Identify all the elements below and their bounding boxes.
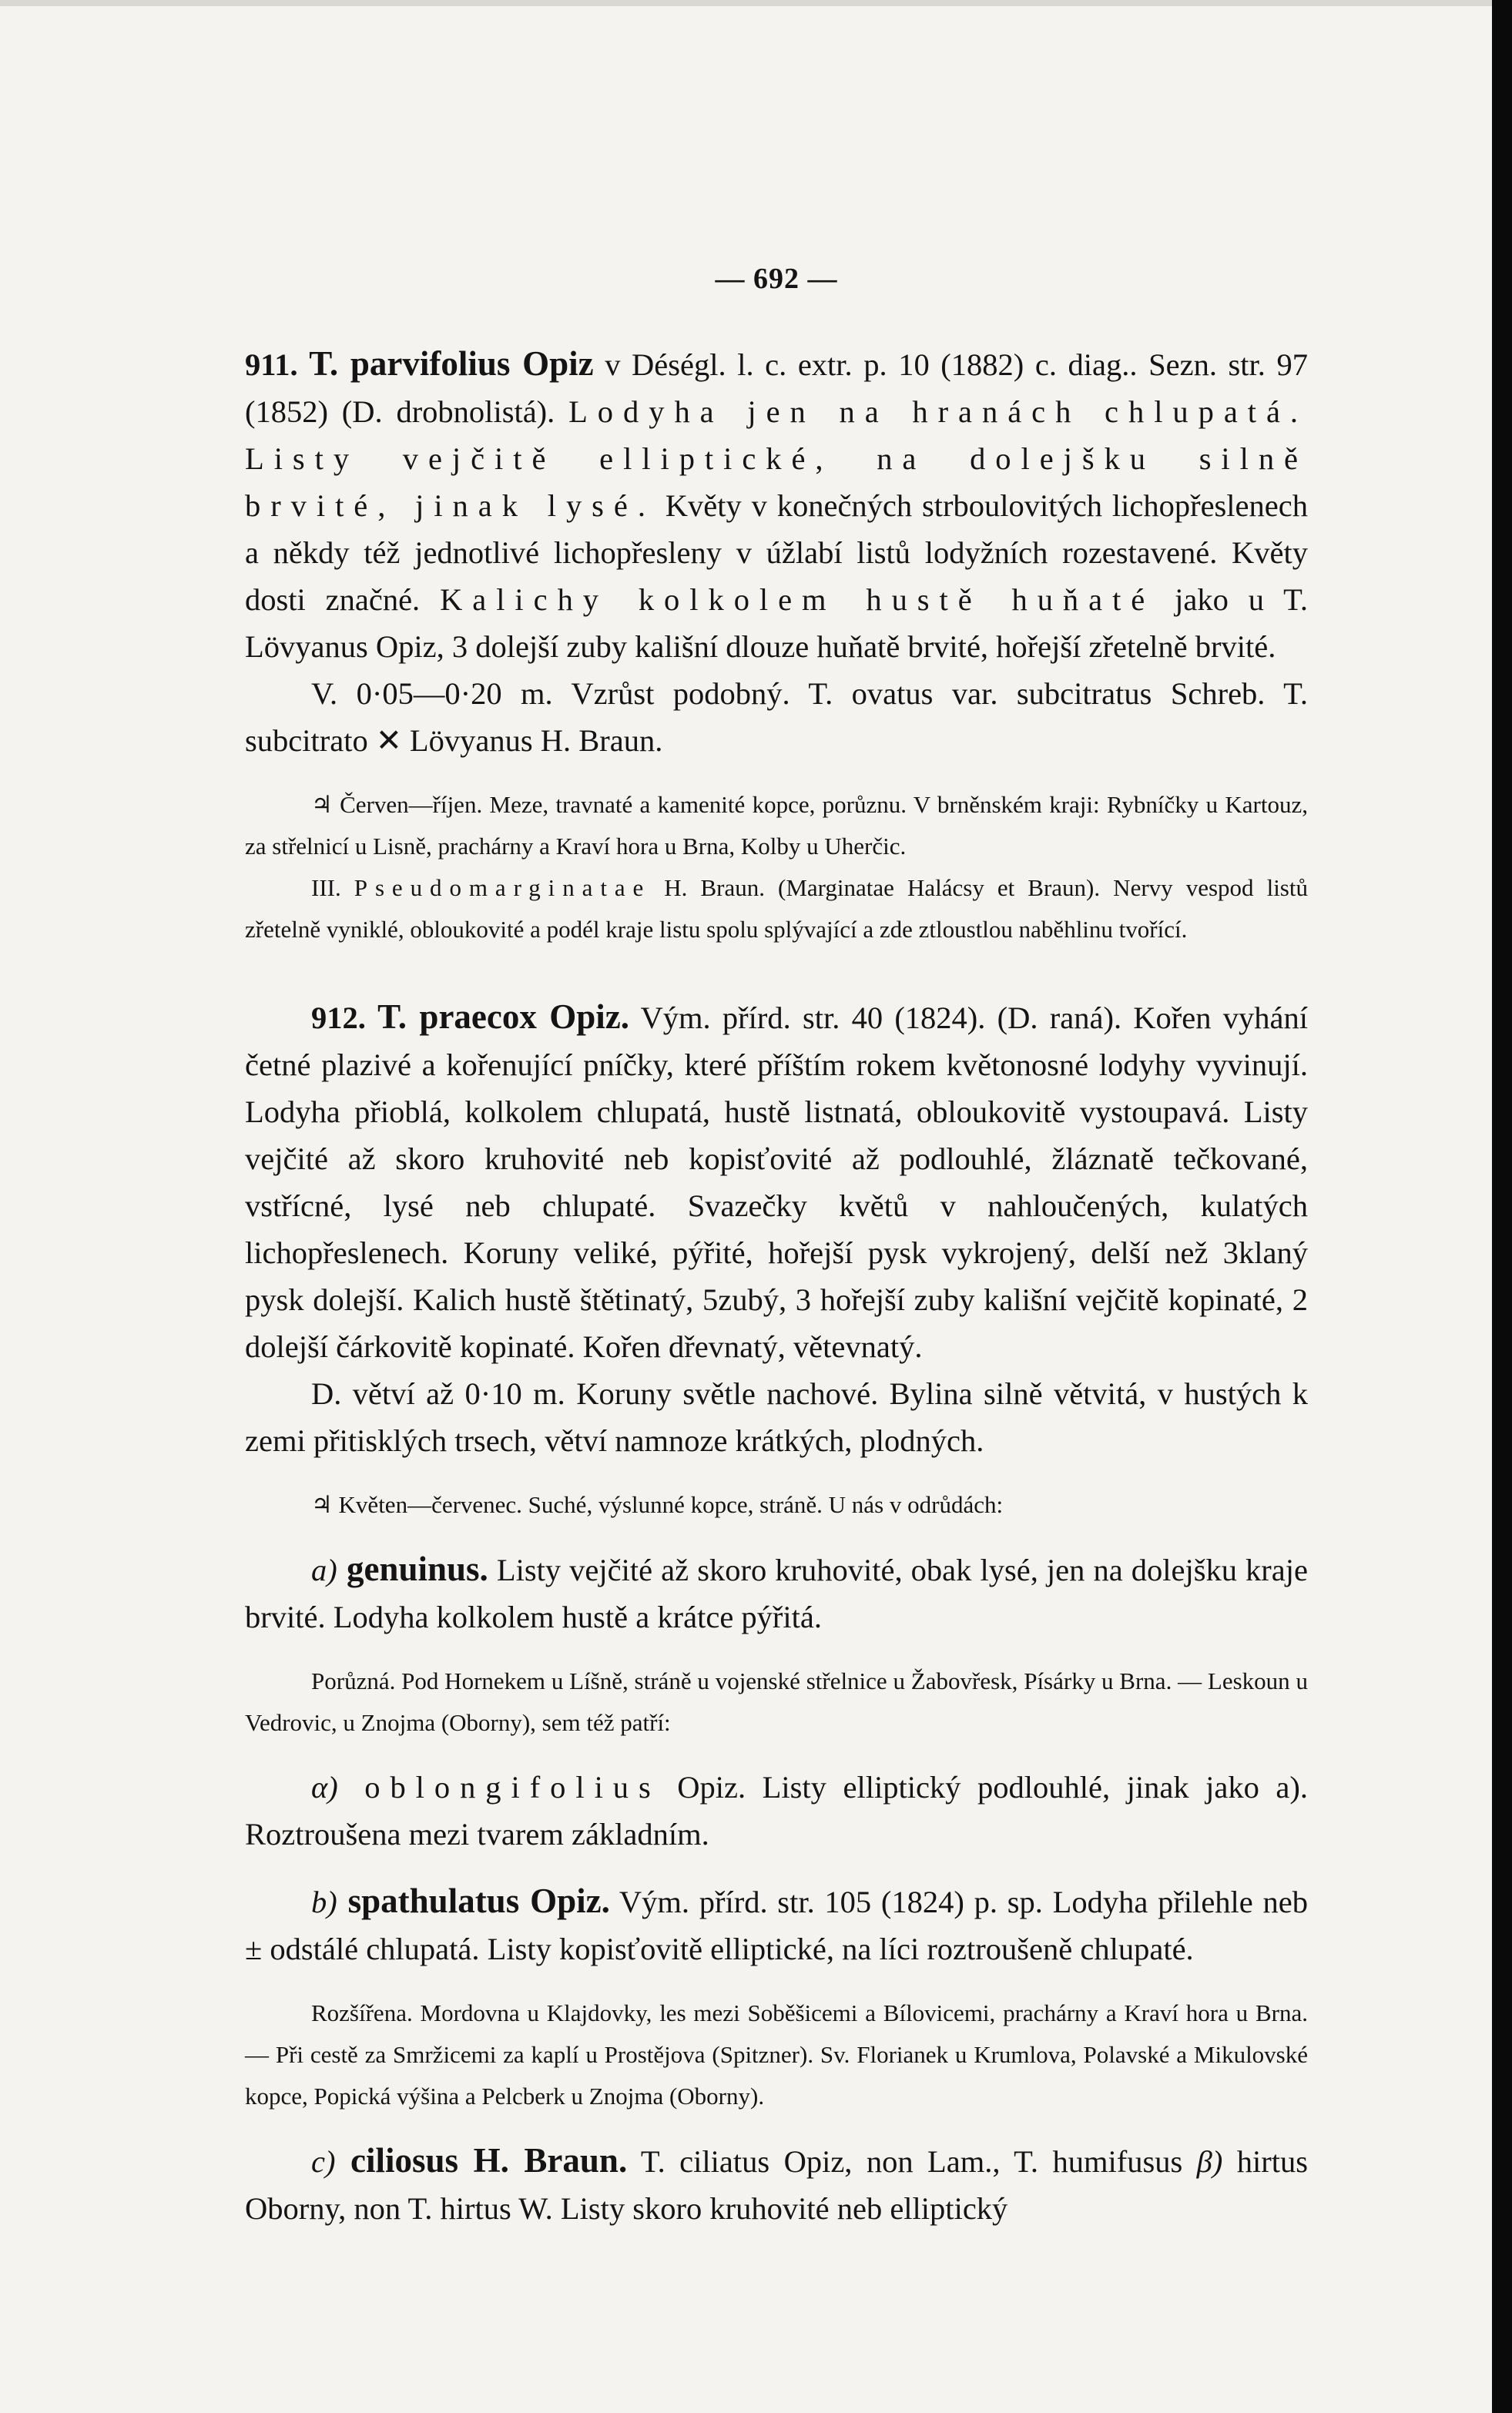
entry-912-name: T. praecox Opiz. (377, 997, 629, 1036)
entry-911-text-2: jako u T. Lövyanus Opiz, 3 dolejší zuby kališní dlouze huňatě brvité, hořejší zřetelně brvité. (245, 582, 1308, 664)
entry-911-description (245, 340, 1308, 670)
variety-a-name: genuinus. (337, 1550, 488, 1588)
entry-912-number: 912. (311, 1000, 366, 1035)
variety-a-notes (245, 1661, 1308, 1744)
section-name: Pseudomarginatae (354, 874, 652, 901)
entry-911-text-1: Květy v konečných strboulovitých lichopřeslenech a někdy též jednotlivé lichopřesleny v úžlabí listů lodyžních rozestavené. Květy dosti značné. (245, 488, 1308, 617)
page-number: — 692 — (715, 263, 838, 295)
entry-911-notes (245, 784, 1308, 950)
variety-alpha-name: oblongifolius (337, 1770, 661, 1805)
entry-911-habitat (245, 784, 1308, 867)
section-text: H. Braun. (Marginatae Halácsy et Braun). Nervy vespod listů zřetelně vyniklé, obloukovité a podél kraje listu spolu splývající a zde ztloustlou naběhlinu tvořící. (245, 874, 1308, 943)
variety-b-name: spathulatus Opiz. (337, 1882, 610, 1920)
variety-c-name: ciliosus H. Braun. (335, 2141, 628, 2180)
variety-alpha-label: α) (311, 1770, 338, 1805)
entry-911-size: V. 0·05—0·20 m. Vzrůst podobný. T. ovatus var. subcitratus Schreb. T. subcitrato ✕ Lövyanus H. Braun. (245, 676, 1308, 758)
page-content (245, 262, 1308, 2252)
variety-b-text-block (245, 1878, 1308, 1972)
entry-912-habitat-block (245, 1484, 1308, 1526)
entry-911 (245, 340, 1308, 764)
entry-912-text-1: Vým. přírd. str. 40 (1824). (D. raná). Kořen vyhání četné plazivé a kořenující pníčky, které příštím rokem květonosné lodyhy vyvinují. Lodyha přioblá, kolkolem chlupatá, hustě listnatá, obloukovitě vystoupavá. Listy vejčité až skoro kruhovité neb kopisťovité až podlouhlé, žláznatě tečkované, vstřícné, lysé neb chlupaté. Svazečky květů v nahloučených, kulatých lichopřeslenech. Koruny veliké, pýřité, hořejší pysk vykrojený, delší než 3klaný pysk dolejší. Kalich hustě štětinatý, 5zubý, 3 hořejší zuby kališní vejčitě kopinaté, 2 dolejší čárkovitě kopinaté. Kořen dřevnatý, větevnatý. (245, 1000, 1308, 1364)
scan-top-edge (0, 0, 1512, 6)
variety-a-label: a) (311, 1553, 337, 1587)
variety-b-notes (245, 1992, 1308, 2117)
entry-912-size: D. větví až 0·10 m. Koruny světle nachové. Bylina silně větvitá, v hustých k zemi přitisklých trsech, větví namnoze krátkých, plodných. (245, 1376, 1308, 1458)
variety-alpha-text-block (245, 1764, 1308, 1858)
entry-911-habitat-text: Červen—říjen. Meze, travnaté a kamenité kopce, porůznu. V brněnském kraji: Rybníčky u Kartouz, za střelnicí u Lisně, prachárny a Kraví hora u Brna, Kolby u Uherčic. (245, 791, 1308, 860)
perennial-symbol: ♃ (311, 791, 333, 818)
entry-912 (245, 994, 1308, 1464)
entry-911-reference: v Déségl. l. c. extr. p. 10 (1882) c. diag.. Sezn. str. 97 (1852) (D. drobnolistá). (245, 347, 1309, 429)
variety-b (245, 1878, 1308, 1972)
scan-right-edge (1492, 0, 1512, 2413)
variety-alpha-text: Opiz. Listy elliptický podlouhlé, jinak jako a). Roztroušena mezi tvarem základním. (245, 1770, 1308, 1852)
entry-911-spaced-1: Lodyha jen na hranách chlupatá. Listy vejčitě elliptické, na dolejšku silně brvité, jinak lysé. (245, 394, 1308, 523)
variety-alpha (245, 1764, 1308, 1858)
entry-912-description (245, 994, 1308, 1370)
variety-c-beta: β) (1196, 2144, 1223, 2179)
section-pseudomarginatae (245, 867, 1308, 950)
variety-c-text-block (245, 2137, 1308, 2232)
entry-912-habitat-text: Květen—červenec. Suché, výslunné kopce, stráně. U nás v odrůdách: (332, 1491, 1004, 1518)
variety-c-text: T. ciliatus Opiz, non Lam., T. humifusus (627, 2144, 1197, 2179)
variety-a-text-block (245, 1546, 1308, 1641)
entry-911-name: T. parvifolius Opiz (309, 344, 594, 383)
variety-c-text-2: hirtus Oborny, non T. hirtus W. Listy skoro kruhovité neb elliptický (245, 2144, 1309, 2226)
variety-a-text: Listy vejčité až skoro kruhovité, obak lysé, jen na dolejšku kraje brvité. Lodyha kolkolem hustě a krátce pýřitá. (245, 1553, 1308, 1634)
variety-c (245, 2137, 1308, 2232)
variety-c-label: c) (311, 2144, 336, 2179)
variety-a (245, 1546, 1308, 1641)
perennial-symbol: ♃ (311, 1491, 333, 1518)
section-numeral: III. (311, 874, 354, 901)
variety-b-label: b) (311, 1885, 337, 1919)
entry-911-spaced-2: Kalichy kolkolem hustě huňaté (440, 582, 1155, 617)
variety-b-localities: Rozšířena. Mordovna u Klajdovky, les mezi Soběšicemi a Bílovicemi, prachárny a Kraví hora u Brna. — Při cestě za Smržicemi za kaplí u Prostějova (Spitzner). Sv. Florianek u Krumlova, Polavské a Mikulovské kopce, Popická výšina a Pelcberk u Znojma (Oborny). (245, 1999, 1308, 2110)
entry-912-habitat (245, 1484, 1308, 1526)
entry-911-number: 911. (245, 347, 298, 382)
variety-a-localities: Porůzná. Pod Hornekem u Líšně, stráně u vojenské střelnice u Žabovřesk, Písárky u Brna. — Leskoun u Vedrovic, u Znojma (Oborny), sem též patří: (245, 1667, 1308, 1736)
variety-b-text: Vým. přírd. str. 105 (1824) p. sp. Lodyha přilehle neb ± odstálé chlupatá. Listy kopisťovitě elliptické, na líci roztroušeně chlupaté. (245, 1885, 1308, 1966)
